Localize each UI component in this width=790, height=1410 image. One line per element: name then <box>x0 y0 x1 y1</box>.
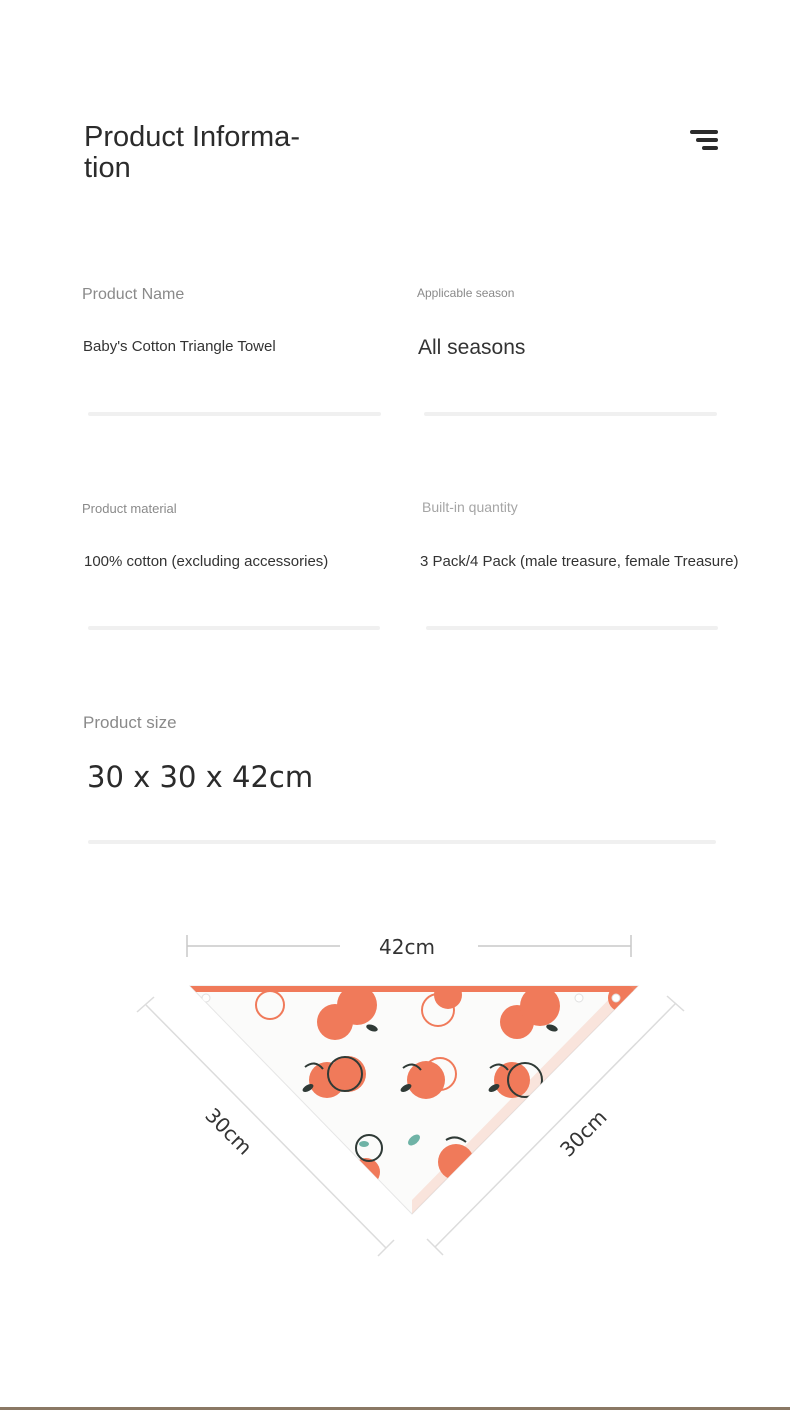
material-divider <box>88 626 380 630</box>
triangle-bib-image <box>190 981 638 1214</box>
right-dimension-label: 30cm <box>555 1105 612 1162</box>
material-value: 100% cotton (excluding accessories) <box>84 553 329 570</box>
quantity-label: Built-in quantity <box>422 499 518 515</box>
product-name-value: Baby's Cotton Triangle Towel <box>83 338 276 355</box>
size-value: 30 x 30 x 42cm <box>87 760 314 794</box>
product-name-divider <box>88 412 381 416</box>
quantity-divider <box>426 626 718 630</box>
size-label: Product size <box>83 713 177 732</box>
top-dimension-label: 42cm <box>379 935 435 959</box>
product-name-label: Product Name <box>82 286 185 303</box>
page-title: Product Informa- tion <box>84 121 300 184</box>
season-value: All seasons <box>418 336 526 359</box>
size-diagram <box>0 900 790 1300</box>
size-divider <box>88 840 716 844</box>
season-label: Applicable season <box>417 286 515 300</box>
left-dimension-label: 30cm <box>200 1103 257 1160</box>
quantity-value: 3 Pack/4 Pack (male treasure, female Treasure) <box>420 553 739 570</box>
menu-lines-icon[interactable] <box>690 130 718 150</box>
season-divider <box>424 412 717 416</box>
material-label: Product material <box>82 501 177 516</box>
